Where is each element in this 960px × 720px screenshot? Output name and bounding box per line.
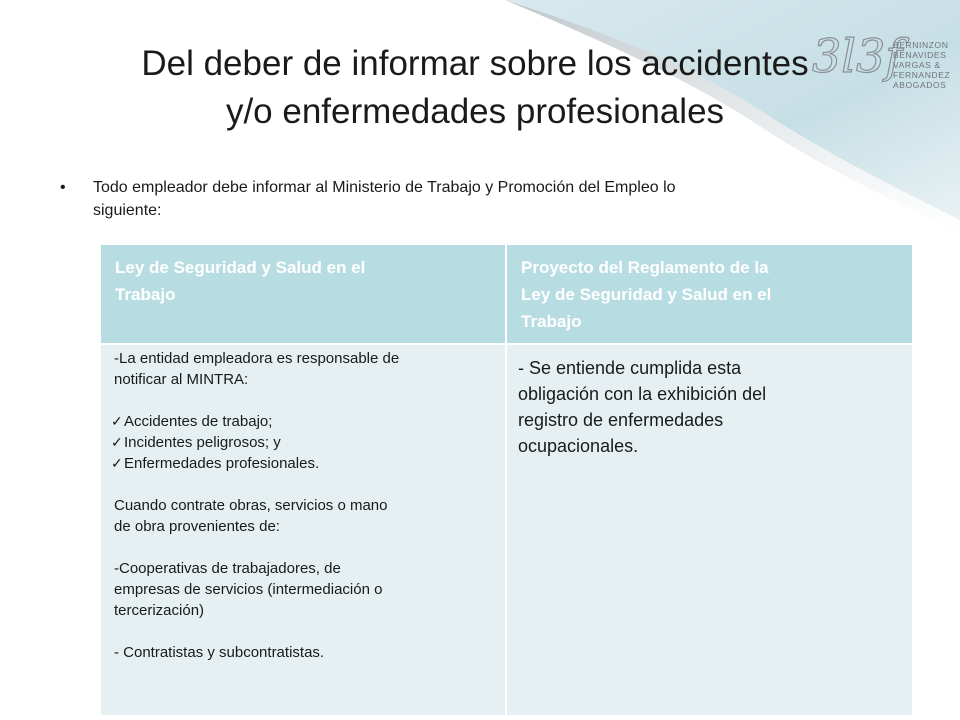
table-cell-proyecto — [507, 345, 912, 715]
cell-text-line: Cuando contrate obras, servicios o mano — [114, 497, 388, 514]
cell-text-line: ocupacionales. — [518, 436, 639, 456]
cell-text-line: notificar al MINTRA: — [114, 371, 249, 388]
cell-text-line: registro de enfermedades — [518, 410, 724, 430]
firm-name-line: BERNINZON — [893, 40, 949, 50]
cell-text-line: empresas de servicios (intermediación o — [114, 581, 383, 598]
check-icon: ✓ — [111, 434, 123, 450]
firm-name-line: BENAVIDES — [893, 50, 947, 60]
header-line: Proyecto del Reglamento de la — [521, 258, 769, 277]
check-icon: ✓ — [111, 455, 123, 471]
firm-name-line: VARGAS & — [893, 60, 941, 70]
table-cell-ley — [101, 345, 505, 715]
cell-text-line: - Contratistas y subcontratistas. — [114, 644, 325, 661]
bullet-icon: • — [60, 179, 66, 196]
checklist-label: Accidentes de trabajo; — [124, 413, 273, 430]
checklist-item — [111, 453, 493, 474]
check-icon: ✓ — [111, 413, 123, 429]
header-line: Trabajo — [115, 285, 176, 304]
header-line: Ley de Seguridad y Salud en el — [115, 258, 366, 277]
comparison-table — [101, 245, 912, 715]
intro-text-line: Todo empleador debe informar al Ministerio de Trabajo y Promoción del Empleo lo — [93, 179, 676, 196]
title-line-1: Del deber de informar sobre los accidentes — [141, 44, 809, 83]
title-line-2: y/o enfermedades profesionales — [225, 92, 725, 131]
intro-text — [93, 176, 893, 222]
intro-text-line: siguiente: — [93, 202, 162, 219]
table-header-proyecto — [507, 245, 912, 343]
checklist-label: Incidentes peligrosos; y — [124, 434, 281, 451]
cell-text-line: obligación con la exhibición del — [518, 384, 767, 404]
cell-text-line: - Se entiende cumplida esta — [518, 358, 742, 378]
checklist-label: Enfermedades profesionales. — [124, 455, 320, 472]
firm-name-line: ABOGADOS — [893, 80, 947, 90]
cell-text-line: de obra provenientes de: — [114, 518, 280, 535]
slide-title — [40, 40, 910, 136]
checklist-item — [111, 432, 493, 453]
checklist-item — [111, 411, 493, 432]
svg-text:3l3f: 3l3f — [812, 29, 903, 83]
firm-name-line: FERNANDEZ — [893, 70, 951, 80]
header-line: Trabajo — [521, 312, 582, 331]
header-line: Ley de Seguridad y Salud en el — [521, 285, 772, 304]
notification-checklist — [111, 411, 493, 474]
cell-text-line: -La entidad empleadora es responsable de — [114, 350, 400, 367]
cell-text-line: tercerización) — [114, 602, 205, 619]
table-header-ley — [101, 245, 505, 343]
cell-text-line: -Cooperativas de trabajadores, de — [114, 560, 341, 577]
